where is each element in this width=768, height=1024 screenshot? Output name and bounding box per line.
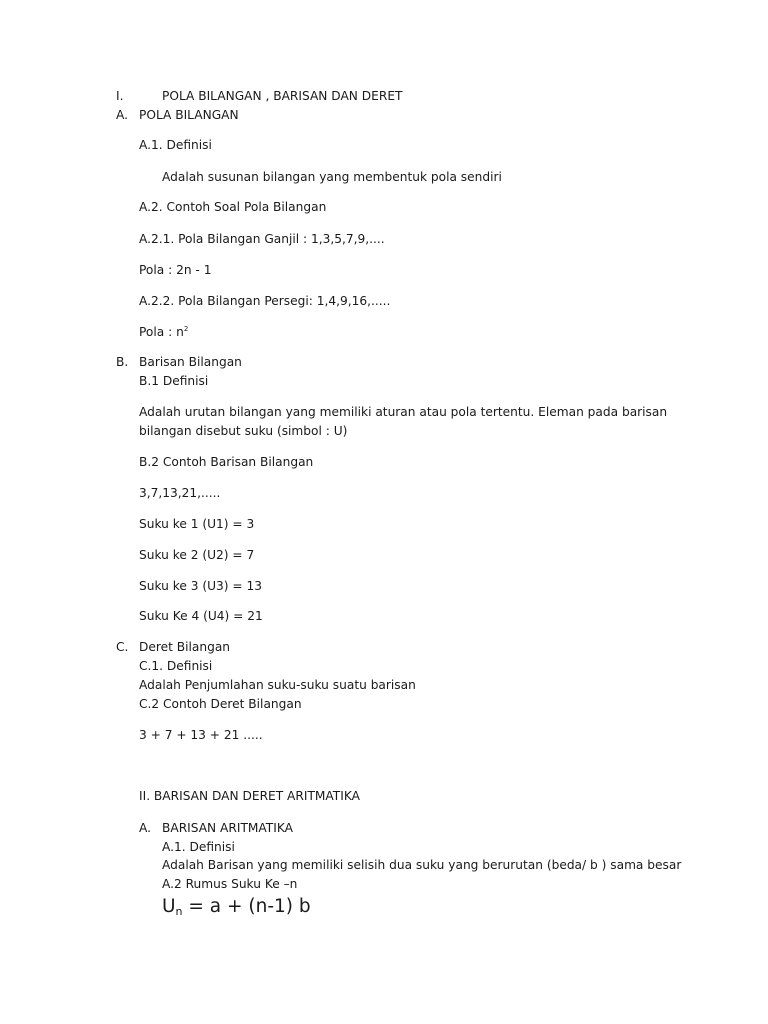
part-c-title: Deret Bilangan bbox=[139, 640, 231, 654]
term-line: Suku Ke 4 (U4) = 21 bbox=[139, 609, 263, 623]
part-a-letter: A. bbox=[116, 108, 128, 122]
s2-a1-heading: A.1. Definisi bbox=[162, 840, 235, 854]
a21-line: A.2.1. Pola Bilangan Ganjil : 1,3,5,7,9,.... bbox=[139, 232, 385, 246]
formula-rest: = a + (n-1) b bbox=[182, 896, 311, 917]
series-line: 3 + 7 + 13 + 21 ..... bbox=[139, 728, 263, 742]
a1-text: Adalah susunan bilangan yang membentuk pola sendiri bbox=[162, 170, 502, 184]
part-c-letter: C. bbox=[116, 640, 129, 654]
a2-heading: A.2. Contoh Soal Pola Bilangan bbox=[139, 200, 327, 214]
pola2-exponent: 2 bbox=[183, 325, 189, 333]
formula-subscript: n bbox=[175, 905, 183, 918]
formula-base: U bbox=[162, 896, 176, 917]
b2-heading: B.2 Contoh Barisan Bilangan bbox=[139, 455, 314, 469]
part-b-letter: B. bbox=[116, 355, 129, 369]
c2-heading: C.2 Contoh Deret Bilangan bbox=[139, 697, 302, 711]
b1-heading: B.1 Definisi bbox=[139, 374, 209, 388]
section-title: POLA BILANGAN , BARISAN DAN DERET bbox=[162, 89, 403, 103]
s2-part-a-letter: A. bbox=[139, 821, 151, 835]
section2-title: II. BARISAN DAN DERET ARITMATIKA bbox=[139, 789, 360, 803]
term-line: Suku ke 1 (U1) = 3 bbox=[139, 517, 255, 531]
term-line: Suku ke 3 (U3) = 13 bbox=[139, 579, 263, 593]
b1-text-line1: Adalah urutan bilangan yang memiliki aturan atau pola tertentu. Eleman pada barisan bbox=[139, 405, 668, 419]
a1-heading: A.1. Definisi bbox=[139, 138, 212, 152]
s2-a2-heading: A.2 Rumus Suku Ke –n bbox=[162, 877, 298, 891]
s2-part-a-title: BARISAN ARITMATIKA bbox=[162, 821, 293, 835]
term-line: Suku ke 2 (U2) = 7 bbox=[139, 548, 255, 562]
pola2-line bbox=[139, 324, 188, 340]
b1-text-line2: bilangan disebut suku (simbol : U) bbox=[139, 424, 348, 438]
part-a-title: POLA BILANGAN bbox=[139, 108, 239, 122]
pola2-prefix: Pola : n bbox=[139, 325, 184, 339]
arithmetic-formula bbox=[162, 896, 311, 918]
pola1-line: Pola : 2n - 1 bbox=[139, 263, 212, 277]
a22-line: A.2.2. Pola Bilangan Persegi: 1,4,9,16,..... bbox=[139, 294, 391, 308]
part-b-title: Barisan Bilangan bbox=[139, 355, 242, 369]
c1-text: Adalah Penjumlahan suku-suku suatu barisan bbox=[139, 678, 416, 692]
sequence-line: 3,7,13,21,..... bbox=[139, 486, 221, 500]
c1-heading: C.1. Definisi bbox=[139, 659, 213, 673]
section-number: I. bbox=[116, 89, 124, 103]
s2-a1-text: Adalah Barisan yang memiliki selisih dua suku yang berurutan (beda/ b ) sama besar bbox=[162, 858, 682, 872]
